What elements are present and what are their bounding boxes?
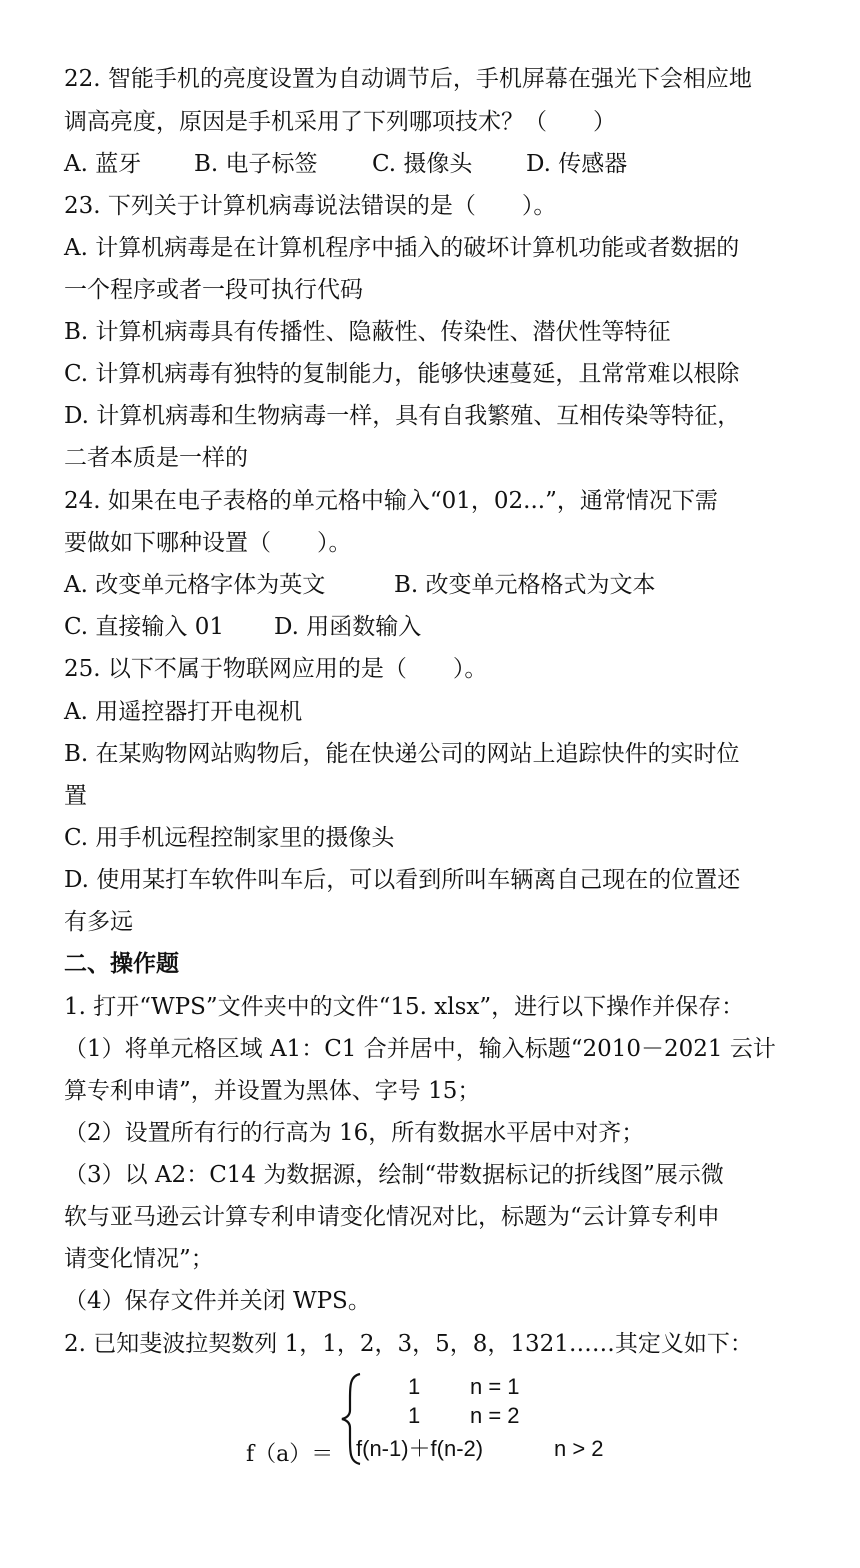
q22-option-d: D. 传感器 [526,151,628,177]
formula-case1-condition: n = 1 [470,1374,520,1399]
op1-step4: （4）保存文件并关闭 WPS。 [64,1288,371,1314]
q25-option-b-line2: 置 [64,783,87,809]
q25-option-d-line1: D. 使用某打车软件叫车后，可以看到所叫车辆离自己现在的位置还 [64,867,741,893]
q25-stem: 25. 以下不属于物联网应用的是（ ）。 [64,656,488,682]
section-heading: 二、操作题 [64,951,179,977]
q24-options-row1 [64,570,656,600]
op1-step3-line1: （3）以 A2：C14 为数据源，绘制“带数据标记的折线图”展示微 [64,1162,724,1188]
formula-case2-condition: n = 2 [470,1403,520,1428]
q24-stem-line1: 24. 如果在电子表格的单元格中输入“01，02...”，通常情况下需 [64,488,718,514]
q22-option-b: B. 电子标签 [194,151,318,177]
q25-option-d-line2: 有多远 [64,909,133,935]
q23-option-a-line2: 一个程序或者一段可执行代码 [64,277,363,303]
q24-option-a: A. 改变单元格字体为英文 [64,572,326,598]
q24-options-row2 [64,612,421,642]
formula-lhs: f（a）＝ [246,1442,334,1467]
op1-step3-line3: 请变化情况”； [64,1246,214,1272]
q23-option-c: C. 计算机病毒有独特的复制能力，能够快速蔓延，且常常难以根除 [64,361,740,387]
formula-case3-value: f(n-1)＋f(n-2) [356,1436,484,1461]
q22-stem-line1: 22. 智能手机的亮度设置为自动调节后，手机屏幕在强光下会相应地 [64,66,752,92]
q22-option-c: C. 摄像头 [372,151,473,177]
formula-case1-value: 1 [408,1374,421,1399]
formula-case3-condition: n > 2 [554,1436,604,1461]
q24-option-b: B. 改变单元格格式为文本 [394,572,656,598]
op1-step1-line1: （1）将单元格区域 A1：C1 合并居中，输入标题“2010－2021 云计 [64,1036,776,1062]
q22-stem-line2: 调高亮度，原因是手机采用了下列哪项技术？（ ） [64,109,616,135]
q22-option-a: A. 蓝牙 [64,151,142,177]
q25-option-b-line1: B. 在某购物网站购物后，能在快递公司的网站上追踪快件的实时位 [64,741,740,767]
q23-option-b: B. 计算机病毒具有传播性、隐蔽性、传染性、潜伏性等特征 [64,319,671,345]
q22-options [64,149,627,179]
formula-case2-value: 1 [408,1403,421,1428]
q23-option-a-line1: A. 计算机病毒是在计算机程序中插入的破坏计算机功能或者数据的 [64,235,740,261]
op1-step3-line2: 软与亚马逊云计算专利申请变化情况对比，标题为“云计算专利申 [64,1204,720,1230]
q25-option-c: C. 用手机远程控制家里的摄像头 [64,825,395,851]
op1-step2: （2）设置所有行的行高为 16，所有数据水平居中对齐； [64,1120,645,1146]
op1-stem: 1. 打开“WPS”文件夹中的文件“15. xlsx”，进行以下操作并保存： [64,994,745,1020]
q23-option-d-line2: 二者本质是一样的 [64,445,248,471]
q24-option-c: C. 直接输入 01 [64,614,224,640]
q25-option-a: A. 用遥控器打开电视机 [64,699,303,725]
q24-stem-line2: 要做如下哪种设置（ ）。 [64,530,352,556]
q24-option-d: D. 用函数输入 [274,614,422,640]
op2-stem: 2. 已知斐波拉契数列 1，1，2，3，5，8，1321……其定义如下： [64,1331,753,1357]
q23-stem: 23. 下列关于计算机病毒说法错误的是（ ）。 [64,193,557,219]
q23-option-d-line1: D. 计算机病毒和生物病毒一样，具有自我繁殖、互相传染等特征， [64,403,741,429]
op1-step1-line2: 算专利申请”，并设置为黑体、字号 15； [64,1078,481,1104]
